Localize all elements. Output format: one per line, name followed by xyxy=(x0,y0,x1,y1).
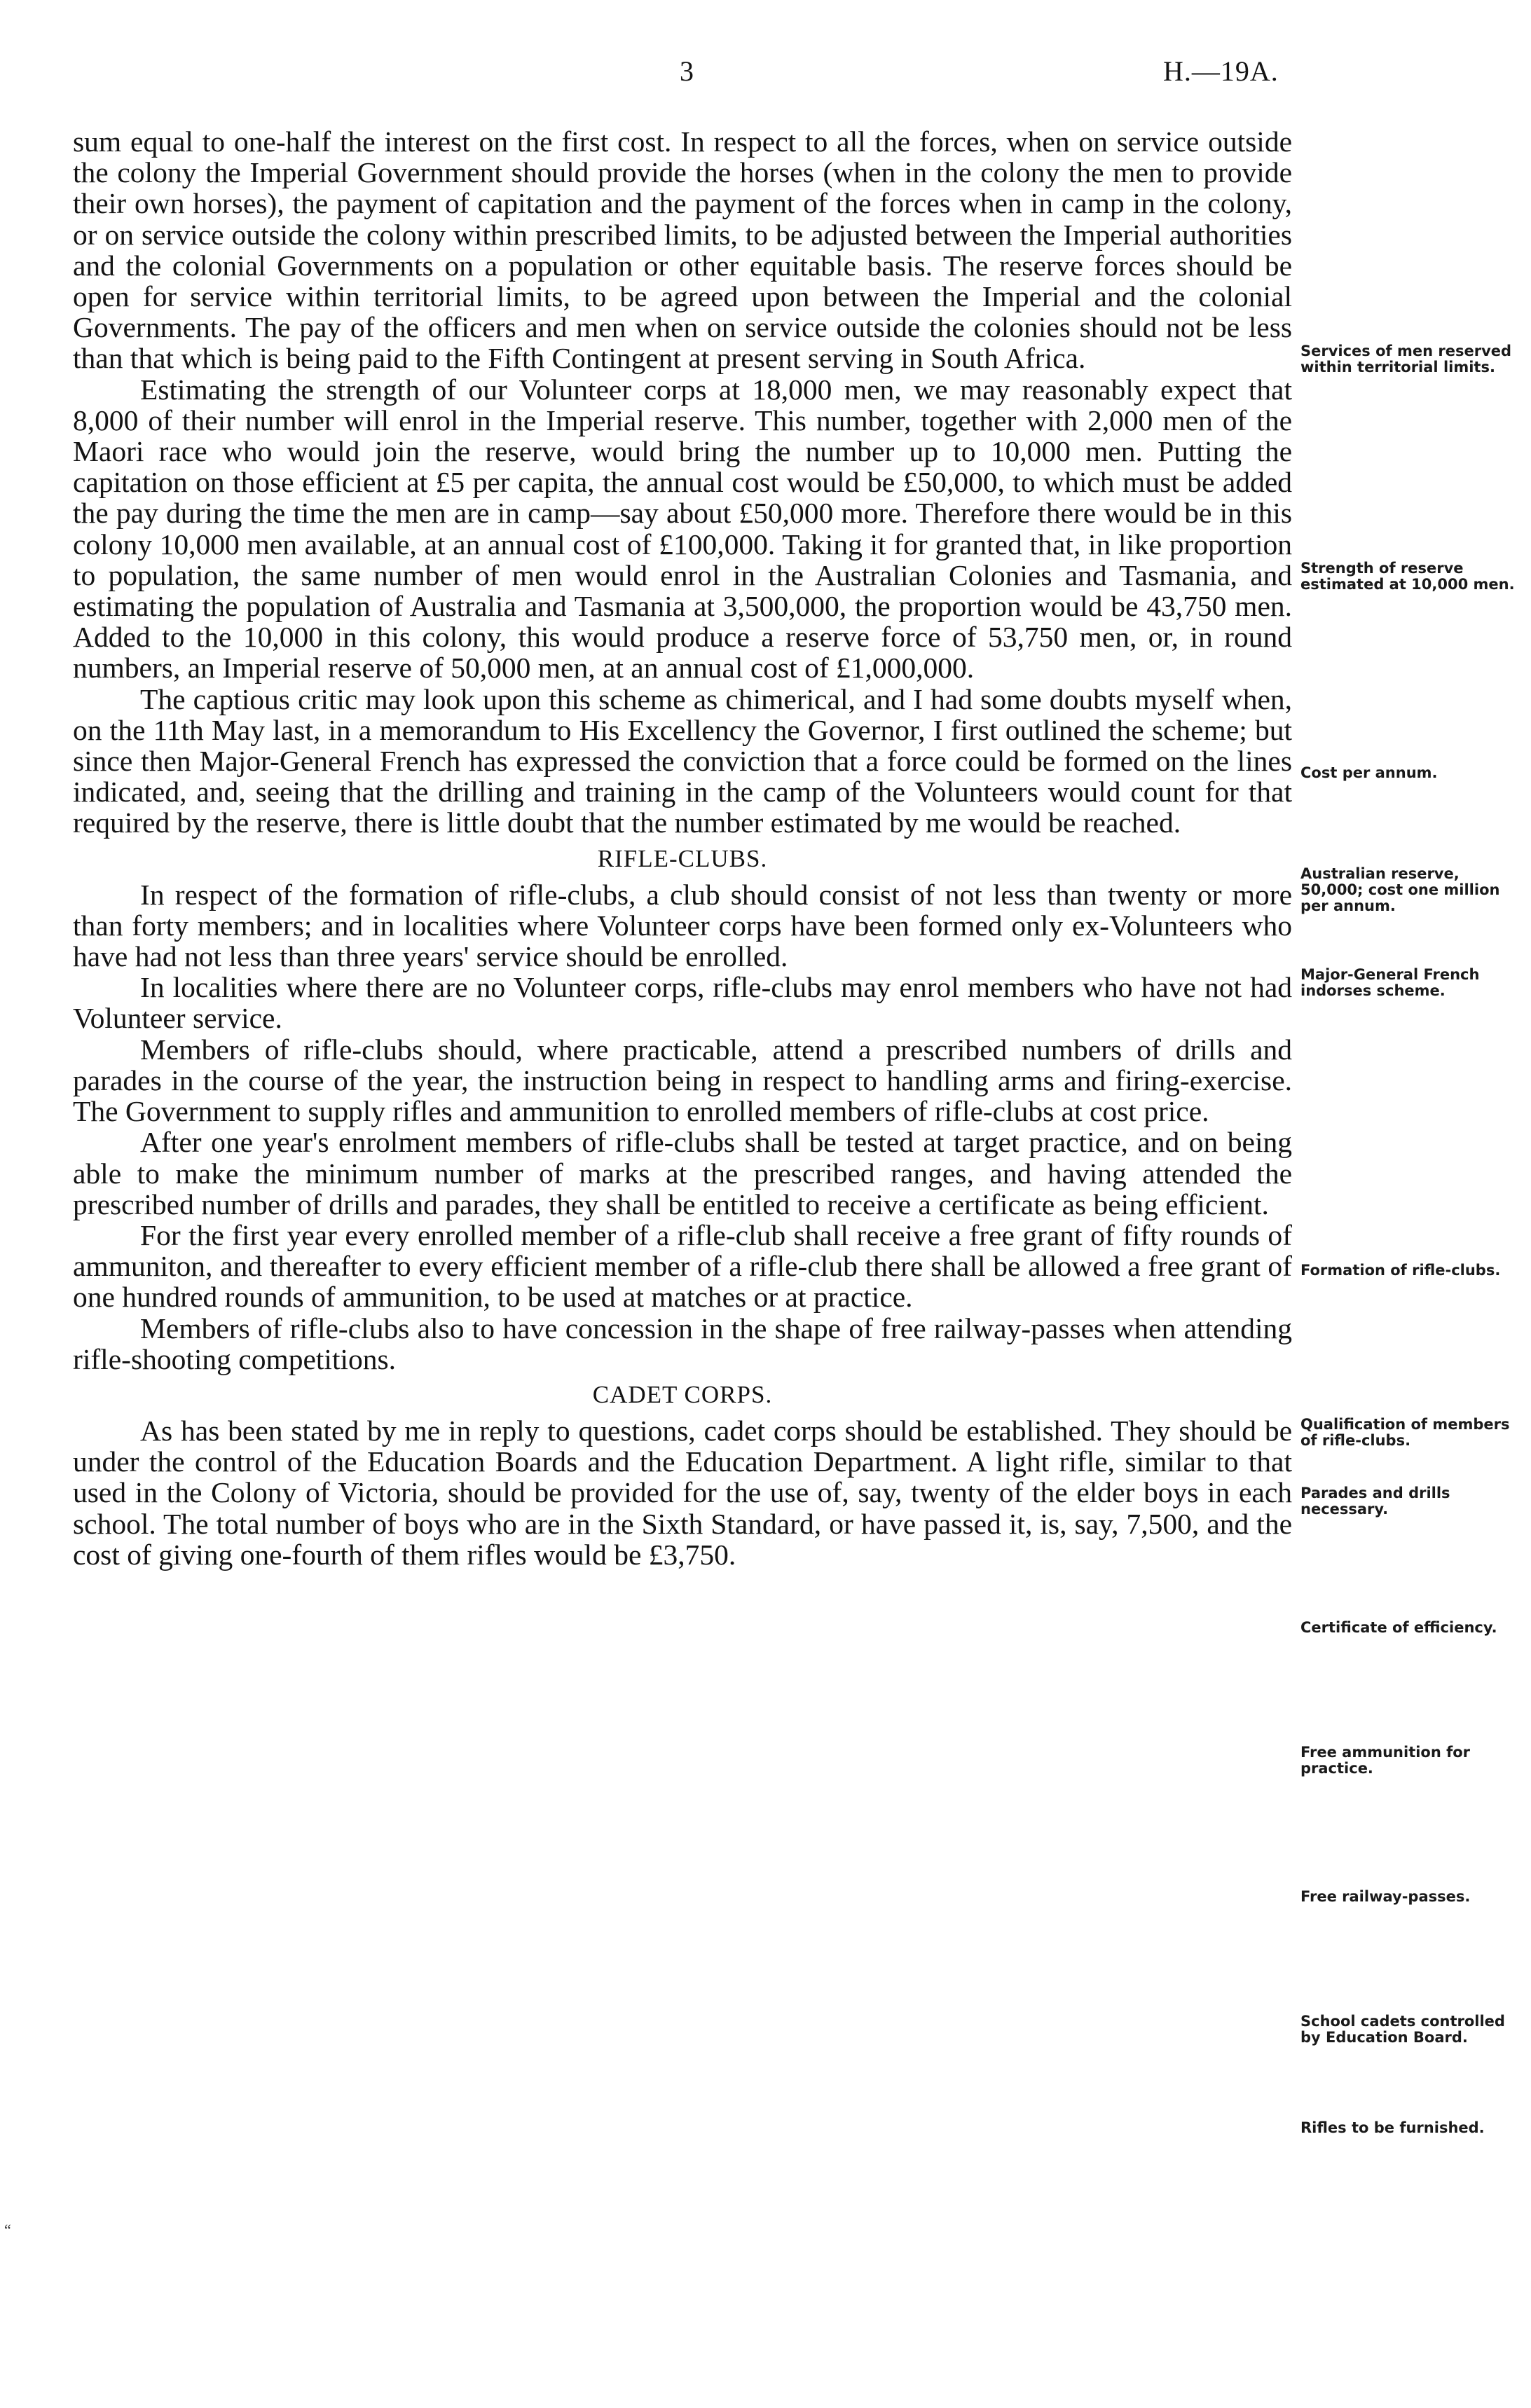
margin-note-cost-per-annum: Cost per annum. xyxy=(1300,764,1438,781)
paragraph-8: For the first year every enrolled member of a rifle-club shall receive a free grant of fifty rounds of ammuniton, and thereafter to every efficient member of a rifle-club there shall be allowed a free grant of one hundred rounds of ammunition, to be used at matches or at practice. xyxy=(73,1218,1292,1314)
heading-rifle-clubs: RIFLE-CLUBS. xyxy=(597,844,768,872)
paragraph-9: Members of rifle-clubs also to have concession in the shape of free railway-passes when attending rifle-shooting competitions. xyxy=(73,1312,1292,1375)
paragraph-1: sum equal to one-half the interest on the first cost. In respect to all the forces, when on service outside the colony the Imperial Government should provide the horses (when in the colony the men to provide their own horses), the payment of capitation and the payment of the forces when in camp in the colony, or on service outside the colony within prescribed limits, to be adjusted between the Imperial authorities and the colonial Governments on a population or other equitable basis. The reserve forces should be open for service within territorial limits, to be agreed upon between the Imperial and the colonial Governments. The pay of the officers and men when on service outside the colonies should not be less than that which is being paid to the Fifth Contingent at present serving in South Africa. xyxy=(73,125,1292,375)
margin-note-free-railway-passes: Free railway-passes. xyxy=(1300,1888,1471,1905)
margin-note-services-of-men: Services of men reserved within territorial limits. xyxy=(1300,343,1512,376)
margin-note-school-cadets: School cadets controlled by Education Board. xyxy=(1300,2013,1505,2046)
margin-note-australian-reserve: Australian reserve, 50,000; cost one million per annum. xyxy=(1300,865,1500,914)
paragraph-5: In localities where there are no Volunteer corps, rifle-clubs may enrol members who have not had Volunteer service. xyxy=(73,971,1292,1035)
margin-note-rifles-to-be-furnished: Rifles to be furnished. xyxy=(1300,2119,1485,2136)
paragraph-3: The captious critic may look upon this scheme as chimerical, and I had some doubts myself when, on the 11th May last, in a memorandum to His Excellency the Governor, I first outlined the scheme; but since then Major-General French has expressed the conviction that a force could be formed on the lines indicated, and, seeing that the drilling and training in the camp of the Volunteers would count for that required by the reserve, there is little doubt that the number estimated by me would be reached. xyxy=(73,682,1292,839)
paragraph-7: After one year's enrolment members of rifle-clubs shall be tested at target practice, and on being able to make the minimum number of marks at the prescribed ranges, and having attended the prescribed number of drills and parades, they shall be entitled to receive a certificate as being efficient. xyxy=(73,1126,1292,1220)
document-reference: H.—19A. xyxy=(1163,55,1279,87)
main-text-column xyxy=(73,126,1292,1570)
paragraph-6: Members of rifle-clubs should, where practicable, attend a prescribed numbers of drills and parades in the course of the year, the instruction being in respect to handling arms and firing-exercise. The Government to supply rifles and ammunition to enrolled members of rifle-clubs at cost price. xyxy=(73,1033,1292,1128)
margin-note-formation-of-rifle-clubs: Formation of rifle-clubs. xyxy=(1300,1262,1501,1279)
paragraph-2: Estimating the strength of our Volunteer corps at 18,000 men, we may reasonably expect that 8,000 of their number will enrol in the Imperial reserve. This number, together with 2,000 men of the Maori race who would join the reserve, would bring the number up to 10,000 men. Putting the capitation on those efficient at £5 per capita, the annual cost would be £50,000, to which must be added the pay during the time the men are in camp—say about £50,000 more. Therefore there would be in this colony 10,000 men available, at an annual cost of £100,000. Taking it for granted that, in like proportion to population, the same number of men would enrol in the Australian Colonies and Tasmania, and estimating the population of Australia and Tasmania at 3,500,000, the proportion would be 43,750 men. Added to the 10,000 in this colony, this would produce a reserve force of 53,750 men, or, in round numbers, an Imperial reserve of 50,000 men, at an annual cost of £1,000,000. xyxy=(73,373,1292,684)
margin-note-free-ammunition: Free ammunition for practice. xyxy=(1300,1744,1471,1777)
margin-note-strength-of-reserve: Strength of reserve estimated at 10,000 men. xyxy=(1300,560,1515,593)
margin-note-certificate-of-efficiency: Certificate of efficiency. xyxy=(1300,1619,1497,1636)
margin-note-major-general-french: Major-General French indorses scheme. xyxy=(1300,966,1480,999)
paragraph-10: As has been stated by me in reply to questions, cadet corps should be established. They should be under the control of the Education Boards and the Education Department. A light rifle, similar to that used in the Colony of Victoria, should be provided for the use of, say, twenty of the elder boys in each school. The total number of boys who are in the Sixth Standard, or have passed it, is, say, 7,500, and the cost of giving one-fourth of them rifles would be £3,750. xyxy=(73,1414,1292,1571)
scan-artifact-mark: “ xyxy=(4,2221,11,2238)
margin-note-parades-and-drills: Parades and drills necessary. xyxy=(1300,1485,1450,1518)
page-number: 3 xyxy=(680,55,694,87)
heading-cadet-corps: CADET CORPS. xyxy=(592,1380,773,1408)
page-header xyxy=(0,55,1531,97)
margin-note-qualification-of-members: Qualification of members of rifle-clubs. xyxy=(1300,1416,1510,1449)
paragraph-4: In respect of the formation of rifle-clubs, a club should consist of not less than twenty or more than forty members; and in localities where Volunteer corps have been formed only ex-Volunteers who have had not less than three years' service should be enrolled. xyxy=(73,878,1292,973)
